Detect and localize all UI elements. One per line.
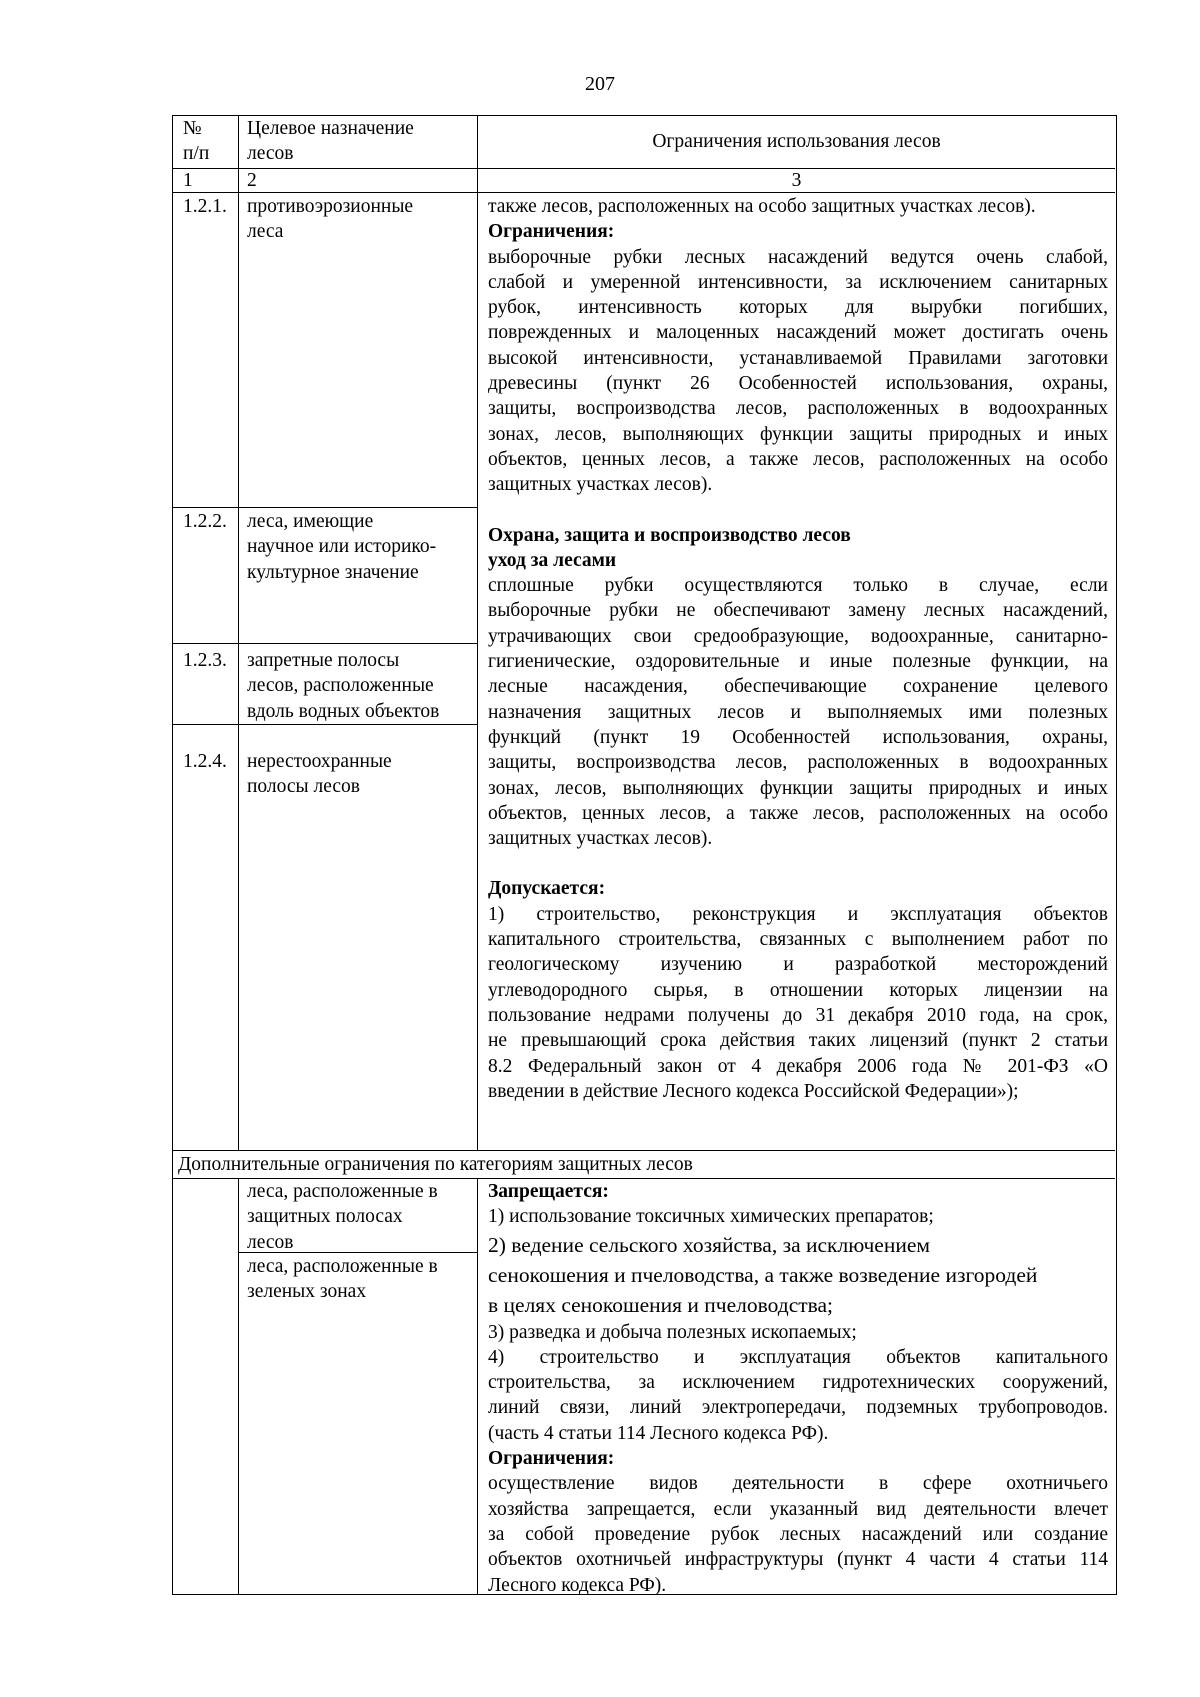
row-name (247, 749, 477, 800)
column-number-2-text: 2 (247, 170, 257, 191)
row-name (247, 509, 477, 585)
col1-divider-top (238, 116, 239, 1150)
text-line: 4) строительство и эксплуатация объектов капитального (488, 1346, 1108, 1368)
row-number (183, 749, 227, 774)
additional-row-name (247, 1254, 477, 1305)
text-line: 1) строительство, реконструкция и эксплуатация объектов (488, 903, 1108, 925)
forest-care-heading: уход за лесами (488, 549, 617, 571)
header-col1-line: п/п (183, 143, 210, 165)
restrictions-table (172, 115, 1117, 1595)
text-line: назначения защитных лесов и выполняемых ими полезных (488, 701, 1108, 723)
text-line: 8.2 Федеральный закон от 4 декабря 2006 года № 201-ФЗ «О (488, 1055, 1108, 1077)
column-number-1-text: 1 (183, 170, 193, 191)
row-name-line: полосы лесов (247, 776, 361, 798)
text-line: капитального строительства, связанных с выполнением работ по (488, 929, 1108, 951)
text-line: выборочные рубки лесных насаждений ведутся очень слабой, (488, 246, 1108, 268)
text-line: линий связи, линий электропередачи, подземных трубопроводов. (488, 1397, 1108, 1419)
text-line: рубок, интенсивность которых для вырубки погибших, (488, 297, 1108, 319)
row-name-line: культурное значение (247, 561, 419, 583)
additional-top-line (173, 1150, 1115, 1151)
text-line: хозяйства запрещается, если указанный вид деятельности влечет (488, 1498, 1108, 1520)
row-divider-1 (173, 507, 477, 508)
restrictions-heading: Ограничения: (488, 221, 615, 243)
column-number-1 (183, 168, 193, 193)
additional-restrictions-title-text: Дополнительные ограничения по категориям защитных лесов (178, 1154, 693, 1175)
text-line: зонах, лесов, выполняющих функции защиты природных и иных (488, 423, 1108, 445)
header-col2-line: лесов (247, 143, 294, 165)
continuation-line: также лесов, расположенных на особо защитных участках лесов). (488, 196, 1036, 217)
row-number-text: 1.2.1. (183, 196, 227, 217)
additional-restrictions-cell (488, 1179, 1108, 1598)
text-line: утрачивающих свои средообразующие, водоохранные, санитарно- (488, 625, 1108, 647)
text-line: объектов, ценных лесов, а также лесов, расположенных на особо (488, 802, 1108, 824)
row-name-line: зеленых зонах (247, 1281, 367, 1303)
row-number-text: 1.2.3. (183, 650, 227, 671)
header-col1 (183, 116, 238, 167)
text-line: гигиенические, оздоровительные и иные полезные функции, на (488, 651, 1108, 673)
row-number (183, 509, 227, 534)
row-name-line: леса, расположенные в (247, 1181, 438, 1202)
text-line: сплошные рубки осуществляются только в случае, если (488, 575, 1108, 597)
text-line: в целях сенокошения и пчеловодства; (488, 1292, 834, 1317)
text-line: за собой проведение рубок лесных насаждений или создание (488, 1523, 1108, 1545)
text-line: зонах, лесов, выполняющих функции защиты природных и иных (488, 777, 1108, 799)
text-line: углеводородного сырья, в отношении которых лицензии на (488, 979, 1108, 1001)
text-line: пользование недрами получены до 31 декабря 2010 года, на срок, (488, 1004, 1108, 1026)
row-divider-3 (173, 724, 477, 725)
header-col2 (247, 116, 477, 167)
text-line: (часть 4 статьи 114 Лесного кодекса РФ). (488, 1422, 829, 1444)
protection-heading: Охрана, защита и воспроизводство лесов (488, 524, 851, 546)
row-name-line: противоэрозионные (247, 196, 414, 217)
row-name-line: лесов, расположенные (247, 675, 434, 697)
text-line: лесные насаждения, обеспечивающие сохранение целевого (488, 676, 1108, 698)
row-name-line: научное или историко- (247, 536, 437, 558)
text-line: выборочные рубки не обеспечивают замену лесных насаждений, (488, 600, 1108, 622)
text-line: слабой и умеренной интенсивности, за исключением санитарных (488, 271, 1108, 293)
row-name-line: леса (247, 221, 284, 243)
page-number: 207 (585, 73, 615, 95)
additional-row-name (247, 1179, 477, 1255)
row-name-line: леса, расположенные в (247, 1256, 438, 1277)
text-line: 2) ведение сельского хозяйства, за исключением (488, 1232, 930, 1257)
text-line: поврежденных и малоценных насаждений может достигать очень (488, 322, 1108, 344)
text-line: сенокошения и пчеловодства, а также возведение изгородей (488, 1262, 1038, 1287)
header-col2-line: Целевое назначение (247, 118, 414, 139)
row-name-line: вдоль водных объектов (247, 700, 440, 722)
text-line: введении в действие Лесного кодекса Российской Федерации»); (488, 1080, 1019, 1102)
text-line: Лесного кодекса РФ). (488, 1574, 667, 1596)
text-line: объектов охотничьей инфраструктуры (пункт 4 части 4 статьи 114 (488, 1549, 1108, 1571)
row-divider-2 (173, 643, 477, 644)
text-line: 3) разведка и добыча полезных ископаемых; (488, 1321, 857, 1343)
row-name (247, 194, 477, 245)
text-line: 1) использование токсичных химических препаратов; (488, 1206, 934, 1228)
row-number (183, 648, 227, 673)
header-col1-line: № (183, 118, 202, 139)
text-line: объектов, ценных лесов, а также лесов, расположенных на особо (488, 448, 1108, 470)
row-name (247, 648, 477, 724)
column-number-2 (247, 168, 257, 193)
text-line: геологическому изучению и разработкой месторождений (488, 954, 1108, 976)
text-line: древесины (пункт 26 Особенностей использования, охраны, (488, 373, 1108, 395)
header-col3-text: Ограничения использования лесов (652, 131, 941, 152)
row-number-text: 1.2.4. (183, 751, 227, 772)
restrictions-heading: Ограничения: (488, 1448, 615, 1470)
row-name-line: защитных полосах (247, 1206, 403, 1228)
col2-divider-bottom (477, 1178, 478, 1594)
row-number (183, 194, 227, 219)
row-name-line: лесов (247, 1231, 294, 1253)
column-number-3 (478, 168, 1115, 193)
text-line: защиты, воспроизводства лесов, расположенных в водоохранных (488, 752, 1108, 774)
allowed-heading: Допускается: (488, 878, 606, 900)
text-line: защитных участках лесов). (488, 828, 713, 850)
text-line: функций (пункт 19 Особенностей использования, охраны, (488, 726, 1108, 748)
row-name-line: леса, имеющие (247, 511, 374, 532)
text-line: защитных участках лесов). (488, 474, 713, 496)
restrictions-main-cell (488, 194, 1108, 1104)
header-col3 (478, 129, 1115, 154)
text-line: не превышающий срока действия таких лицензий (пункт 2 статьи (488, 1030, 1108, 1052)
col2-divider-top (477, 116, 478, 1150)
text-line: защиты, воспроизводства лесов, расположенных в водоохранных (488, 398, 1108, 420)
column-number-3-text: 3 (791, 170, 802, 191)
row-name-line: нерестоохранные (247, 751, 392, 772)
prohibited-heading: Запрещается: (488, 1181, 609, 1202)
col1-divider-bottom (238, 1178, 239, 1594)
text-line: осуществление видов деятельности в сфере охотничьего (488, 1473, 1108, 1495)
text-line: высокой интенсивности, устанавливаемой Правилами заготовки (488, 347, 1108, 369)
additional-restrictions-title (178, 1152, 693, 1177)
row-number-text: 1.2.2. (183, 511, 227, 532)
text-line: строительства, за исключением гидротехнических сооружений, (488, 1372, 1108, 1394)
row-name-line: запретные полосы (247, 650, 400, 671)
